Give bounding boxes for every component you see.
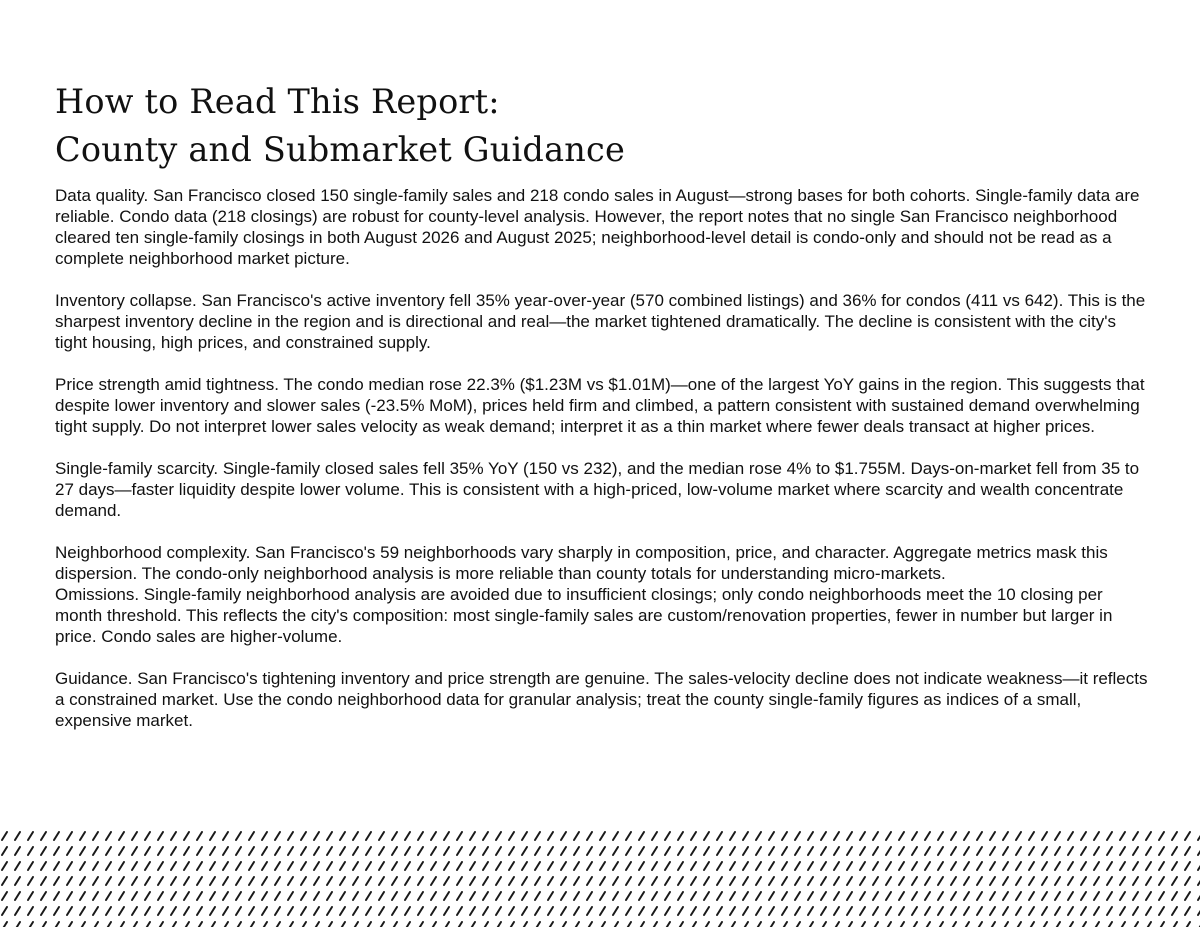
page-title: [55, 78, 625, 174]
paragraph-data-quality: Data quality. San Francisco closed 150 single-family sales and 218 condo sales in August—strong bases for both cohorts. Single-family data are reliable. Condo data (218 closings) are robust for county-level analysis. However, the report notes that no single San Francisco neighborhood cleared ten single-family closings in both August 2026 and August 2025; neighborhood-level detail is condo-only and should not be read as a complete neighborhood market picture.: [55, 186, 1140, 268]
report-body: [55, 185, 1150, 752]
paragraph-neighborhood-complexity: Neighborhood complexity. San Francisco's 59 neighborhoods vary sharply in composition, price, and character. Aggregate metrics mask this dispersion. The condo-only neighborhood analysis is more reliable than county totals for understanding micro-markets.: [55, 543, 1108, 583]
page-title-line-2: County and Submarket Guidance: [55, 130, 626, 169]
paragraph-guidance: Guidance. San Francisco's tightening inventory and price strength are genuine. The sales-velocity decline does not indicate weakness—it reflects a constrained market. Use the condo neighborhood data for granular analysis; treat the county single-family figures as indices of a small, expensive market.: [55, 669, 1148, 730]
paragraph-price-strength: Price strength amid tightness. The condo median rose 22.3% ($1.23M vs $1.01M)—one of the largest YoY gains in the region. This suggests that despite lower inventory and slower sales (-23.5% MoM), prices held firm and climbed, a pattern consistent with sustained demand overwhelming tight supply. Do not interpret lower sales velocity as weak demand; interpret it as a thin market where fewer deals transact at higher prices.: [55, 375, 1145, 436]
page-title-line-1: How to Read This Report:: [55, 82, 500, 121]
paragraph-single-family-scarcity: Single-family scarcity. Single-family closed sales fell 35% YoY (150 vs 232), and the median rose 4% to $1.755M. Days-on-market fell from 35 to 27 days—faster liquidity despite lower volume. This is consistent with a high-priced, low-volume market where scarcity and wealth concentrate demand.: [55, 459, 1140, 520]
paragraph-inventory-collapse: Inventory collapse. San Francisco's active inventory fell 35% year-over-year (570 combined listings) and 36% for condos (411 vs 642). This is the sharpest inventory decline in the region and is directional and real—the market tightened dramatically. The decline is consistent with the city's tight housing, high prices, and constrained supply.: [55, 291, 1146, 352]
paragraph-omissions: Omissions. Single-family neighborhood analysis are avoided due to insufficient closings; only condo neighborhoods meet the 10 closing per month threshold. This reflects the city's composition: most single-family sales are custom/renovation properties, fewer in number but larger in price. Condo sales are higher-volume.: [55, 585, 1113, 646]
diagonal-hatch-pattern: [0, 826, 1200, 927]
